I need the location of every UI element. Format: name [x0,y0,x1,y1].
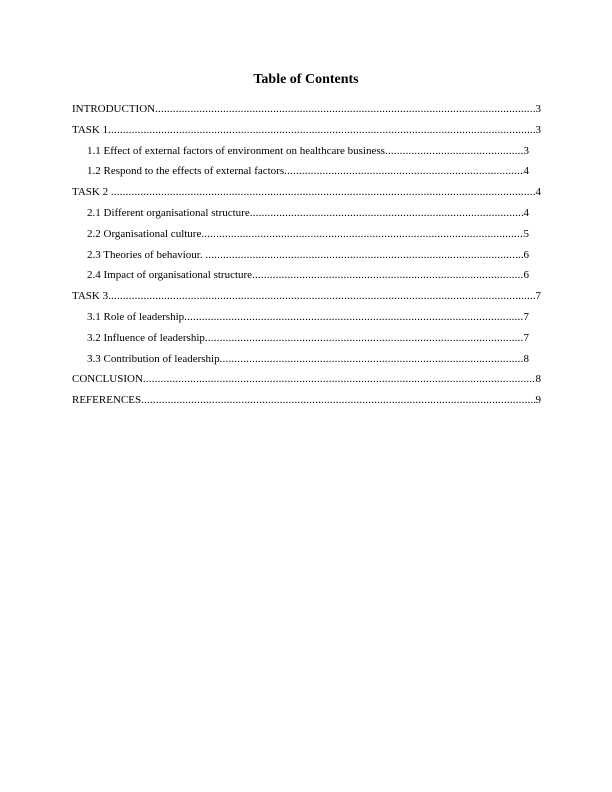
toc-entry-label: CONCLUSION [72,373,143,386]
toc-dot-leader [143,371,536,387]
toc-dot-leader [155,101,535,117]
toc-entry-label: 3.2 Influence of leadership [87,331,205,344]
toc-entry-label: TASK 2 [72,186,111,199]
toc-entry-1-1[interactable] [72,143,541,164]
toc-entry-label: TASK 3 [72,290,109,303]
toc-page-number: 7 [535,290,541,303]
toc-dot-leader [250,205,524,221]
toc-page-number: 4 [523,206,529,219]
toc-page-number: 3 [535,103,541,115]
toc-title: Table of Contents [253,72,359,87]
toc-entry-label: 2.3 Theories of behaviour. [87,248,206,261]
table-of-contents [72,101,541,413]
toc-entry-label: INTRODUCTION [72,103,156,115]
toc-entry-label: REFERENCES [72,394,142,407]
toc-entry-2-2[interactable] [72,226,541,247]
toc-entry-references[interactable] [72,392,541,413]
toc-page-number: 7 [523,331,529,344]
toc-dot-leader [284,163,523,179]
toc-dot-leader [108,288,535,304]
toc-entry-3-2[interactable] [72,330,541,351]
toc-dot-leader [111,184,536,200]
toc-entry-label: 1.2 Respond to the effects of external factors [87,165,285,178]
toc-page-number: 8 [535,373,541,386]
toc-entry-2-1[interactable] [72,205,541,226]
toc-dot-leader [108,122,535,138]
toc-page-number: 8 [523,352,529,365]
toc-page-number: 6 [523,248,529,261]
toc-entry-label: 1.1 Effect of external factors of environment on healthcare business [87,144,385,157]
toc-page-number: 4 [535,186,541,199]
toc-entry-task-3[interactable] [72,288,541,309]
toc-entry-label: 2.2 Organisational culture [87,227,202,240]
toc-entry-1-2[interactable] [72,163,541,184]
toc-dot-leader [385,143,524,159]
toc-dot-leader [205,247,523,263]
toc-entry-introduction[interactable] [72,101,541,122]
toc-dot-leader [252,267,523,283]
toc-page-number: 3 [523,144,529,157]
toc-entry-label: 2.4 Impact of organisational structure [87,269,253,282]
toc-entry-2-3[interactable] [72,247,541,268]
toc-page-number: 7 [523,310,529,323]
toc-entry-conclusion[interactable] [72,371,541,392]
toc-entry-2-4[interactable] [72,267,541,288]
toc-dot-leader [201,226,523,242]
toc-entry-label: 3.3 Contribution of leadership [87,352,220,365]
toc-dot-leader [220,351,524,367]
toc-entry-task-2[interactable] [72,184,541,205]
toc-page-number: 6 [523,269,529,282]
toc-entry-3-3[interactable] [72,351,541,372]
toc-dot-leader [141,392,535,408]
toc-entry-3-1[interactable] [72,309,541,330]
toc-dot-leader [184,309,523,325]
toc-entry-label: TASK 1 [72,123,109,136]
toc-page-number: 9 [535,394,541,407]
toc-page-number: 5 [523,227,529,240]
toc-dot-leader [205,330,524,346]
toc-page-number: 4 [523,165,529,178]
toc-entry-label: 2.1 Different organisational structure [87,206,250,219]
toc-entry-task-1[interactable] [72,122,541,143]
toc-entry-label: 3.1 Role of leadership [87,310,185,323]
toc-page-number: 3 [535,123,541,136]
